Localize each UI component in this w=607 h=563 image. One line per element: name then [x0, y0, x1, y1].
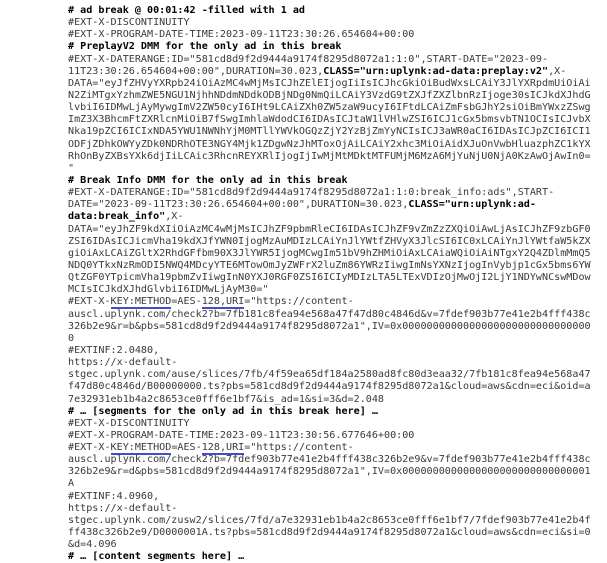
manifest-text-segment: 11T23:30:26.654604+00:00",DURATION=30.023, [68, 65, 324, 77]
manifest-text-segment: ,X- [165, 211, 184, 223]
manifest-line [68, 29, 599, 41]
manifest-text-segment: ZSI6IDAsICJicmVha19kdXJfYWN0IjogMzAuMDIzLCAiYnJlYWtfZHVyX3JlcSI6IC0xLCAiYnJlYWtfaW5kZX [68, 235, 591, 247]
manifest-line [68, 466, 599, 478]
manifest-text-segment: #EXT-X-DISCONTINUITY [68, 417, 190, 429]
manifest-text-segment: #EXT-X- [68, 442, 111, 454]
manifest-line [68, 503, 599, 515]
manifest-text-segment: 7e32931eb1b4a2c8653ce0fff6e1bf7&is_ad=1&si=3&d=2.048 [68, 393, 385, 405]
manifest-text-segment: auscl.uplynk.com/check2?b=7fb181c8fea94e568a47f47d80c4846d&v=7fdef903b77e41e2b4fff438c [68, 308, 591, 320]
manifest-text-segment: ,X- [548, 65, 567, 77]
manifest-text-segment: #EXT-X-PROGRAM-DATE-TIME:2023-09-11T23:30:56.677646+00:00 [68, 429, 415, 441]
manifest-line [68, 539, 599, 551]
manifest-line [68, 5, 599, 17]
manifest-line [68, 236, 599, 248]
manifest-comment-text: CLASS="urn:uplynk:ad- [408, 199, 536, 211]
manifest-text-segment: https://x-default- [68, 357, 178, 369]
manifest-line [68, 248, 599, 260]
manifest-text-segment: stgec.uplynk.com/ause/slices/7fb/4f59ea65df184a2580ad8fc80d3eaa32/7fb181c8fea94e568a47 [68, 369, 591, 381]
manifest-line [68, 175, 599, 187]
manifest-text-segment: ="https://content- [244, 296, 354, 308]
manifest-text-segment: #EXTINF:2.0480, [68, 344, 160, 356]
manifest-comment-text: # … [content segments here] … [68, 551, 245, 563]
manifest-text-segment: A [68, 478, 75, 490]
manifest-line [68, 296, 599, 308]
manifest-text-segment: stgec.uplynk.com/zusw2/slices/7fd/a7e32931eb1b4a2c8653ce0fff6e1bf7/7fdef903b77e41e2b4f [68, 514, 591, 526]
manifest-text-segment: lvbiI6IDMwLjAyMywgImV2ZW50cyI6IHt9LCAiZXh0ZW5zaW9ucyI6IFtdLCAiZmFsbGJhY2siOiBmYWxzZSwg [68, 102, 591, 114]
manifest-text-segment: RhOnByZXBsYXk6djIiLCAic3RhcnREYXRlIjogIjIwMjMtMDktMTFUMjM6MzA6MjYuNjU0NjA0KzAwOjAwIn0= [68, 150, 591, 162]
manifest-line [68, 284, 599, 296]
manifest-line [68, 345, 599, 357]
inline-link[interactable]: 128,URI [201, 442, 245, 454]
manifest-text-segment: #EXT-X- [68, 296, 111, 308]
manifest-line [68, 515, 599, 527]
manifest-comment-text: # … [segments for the only ad in this break here] … [68, 405, 378, 417]
manifest-text-segment: =AES- [171, 442, 202, 454]
manifest-text-segment: N2ZiMTgxYzhmZWE5NGU1NjhhNDdmNDdkODBjNDg0NmQiLCAiY3VzdG9tZXJfZXZlbnRzIjoge30sICJkdXJhdG [68, 89, 591, 101]
inline-link[interactable]: KEY:METHOD [110, 296, 172, 308]
manifest-line [68, 333, 599, 345]
manifest-line [68, 90, 599, 102]
manifest-text-segment: Nka19pZCI6ICIxNDA5YWU1NWNhYjM0MTllYWVkOGQzZjY2YzBjZmYyNCIsICJ3aWR0aCI6IDAsICJpZCI6ICI1 [68, 126, 591, 138]
manifest-text-segment: DATA="eyJfZHVyYXRpb24iOiAzMC4wMjMsICJhZElEIjogIiIsICJhcGkiOiBudWxsLCAiY3JlYXRpdmUiOiAi [68, 77, 591, 89]
manifest-text-segment: DATE="2023-09-11T23:30:26.654604+00:00",DURATION=30.023, [68, 199, 409, 211]
manifest-text-segment: ImZ3X3BhcmFtZXRlcnMiOiB7fSwgImhlaWdodCI6IDAsICJtaW1lVHlwZSI6ICJ1cGx5bmsvbTN1OCIsICJvbX [68, 114, 591, 126]
manifest-line [68, 187, 599, 199]
manifest-line [68, 369, 599, 381]
manifest-line [68, 442, 599, 454]
manifest-line [68, 41, 599, 53]
manifest-line [68, 309, 599, 321]
manifest-text-segment: =AES- [171, 296, 202, 308]
manifest-line [68, 394, 599, 406]
inline-link[interactable]: KEY:METHOD [110, 442, 172, 454]
manifest-line [68, 272, 599, 284]
manifest-comment-text: data:break_info" [68, 211, 166, 223]
manifest-text-segment: ODFjZDhkOWYyZDk0NDRhOTE3NGY4Mjk1ZDgwNzJhMToxOjAiLCAiY2xhc3MiOiAidXJuOnVwbHluazphZC1kYX [68, 138, 591, 150]
inline-link[interactable]: 128,URI [201, 296, 245, 308]
manifest-line [68, 139, 599, 151]
manifest-line [68, 260, 599, 272]
manifest-text-segment: #EXT-X-DISCONTINUITY [68, 17, 190, 29]
manifest-line [68, 406, 599, 418]
manifest-line [68, 114, 599, 126]
manifest-line [68, 321, 599, 333]
manifest-line [68, 126, 599, 138]
manifest-line [68, 224, 599, 236]
manifest-text-segment: " [68, 162, 75, 174]
manifest-line [68, 357, 599, 369]
manifest-text-segment: #EXT-X-DATERANGE:ID="581cd8d9f2d9444a9174f8295d8072a1:1:0",START-DATE="2023-09- [68, 53, 549, 65]
manifest-text-segment: 326b2e9&r=b&pbs=581cd8d9f2d9444a9174f8295d8072a1",IV=0x0000000000000000000000000000000 [68, 320, 591, 332]
manifest-line [68, 199, 599, 211]
manifest-line [68, 151, 599, 163]
manifest-line [68, 66, 599, 78]
manifest-line [68, 430, 599, 442]
manifest-text-segment: QtZGF0YTpicmVha19pbmZvIiwgInN0YXJ0RGF0ZSI6ICIyMDIzLTA5LTExVDIzOjMwOjI2LjY1NDYwNCswMDow [68, 272, 591, 284]
manifest-text-segment: ff438c326b2e9/D0000001A.ts?pbs=581cd8d9f2d9444a9174f8295d8072a1&cloud=aws&cdn=eci&si=0 [68, 527, 591, 539]
manifest-text-segment: https://x-default- [68, 502, 178, 514]
manifest-text-segment: 326b2e9&r=d&pbs=581cd8d9f2d9444a9174f8295d8072a1",IV=0x0000000000000000000000000000001 [68, 466, 591, 478]
manifest-line [68, 211, 599, 223]
manifest-text-segment: ="https://content- [244, 442, 354, 454]
manifest-text-segment: #EXTINF:4.0960, [68, 490, 160, 502]
manifest-line [68, 17, 599, 29]
manifest-line [68, 381, 599, 393]
manifest-line [68, 418, 599, 430]
manifest-text-segment: auscl.uplynk.com/check2?b=7fdef903b77e41e2b4fff438c326b2e9&v=7fdef903b77e41e2b4fff438c [68, 454, 591, 466]
manifest-text-segment: &d=4.096 [68, 539, 117, 551]
manifest-line [68, 102, 599, 114]
manifest-text-segment: DATA="eyJhZF9kdXIiOiAzMC4wMjMsICJhZF9pbmRleCI6IDAsICJhZF9vZmZzZXQiOiAwLjAsICJhZF9zbGF0 [68, 223, 591, 235]
manifest-line [68, 78, 599, 90]
manifest-text-segment: NDQ0YTkxNzRmODI5NWQ4MDcyYTE6MTowOmJyZWFrX2luZm86YWRzIiwgImNsYXNzIjogInVybjp1cGx5bms6YW [68, 259, 591, 271]
manifest-line [68, 478, 599, 490]
manifest-text-segment: giOiAxLCAiZGltX2RhdGFfbm90X3JlYWR5IjogMCwgIm51bV9hZHMiOiAxLCAiaWQiOiAiNTgxY2Q4ZDlmMmQ5 [68, 247, 591, 259]
manifest-text-segment: f47d80c4846d/B00000000.ts?pbs=581cd8d9f2d9444a9174f8295d8072a1&cloud=aws&cdn=eci&oid=a [68, 381, 591, 393]
manifest-line [68, 454, 599, 466]
manifest-text-segment: #EXT-X-PROGRAM-DATE-TIME:2023-09-11T23:30:26.654604+00:00 [68, 29, 415, 41]
manifest-comment-text: # PreplayV2 DMM for the only ad in this break [68, 41, 342, 53]
manifest-text-segment: 0 [68, 332, 75, 344]
manifest-text-segment: #EXT-X-DATERANGE:ID="581cd8d9f2d9444a9174f8295d8072a1:1:0:break_info:ads",START- [68, 187, 555, 199]
manifest-line [68, 527, 599, 539]
manifest-line [68, 54, 599, 66]
manifest-comment-text: # ad break @ 00:01:42 -filled with 1 ad [68, 5, 306, 16]
manifest-line [68, 491, 599, 503]
manifest-line [68, 551, 599, 563]
manifest-line [68, 163, 599, 175]
manifest-comment-text: # Break Info DMM for the only ad in this break [68, 174, 348, 186]
manifest-comment-text: CLASS="urn:uplynk:ad-data:preplay:v2" [323, 65, 549, 77]
manifest-text-segment: MCIsICJkdXJhdGlvbiI6IDMwLjAyM30=" [68, 284, 269, 296]
